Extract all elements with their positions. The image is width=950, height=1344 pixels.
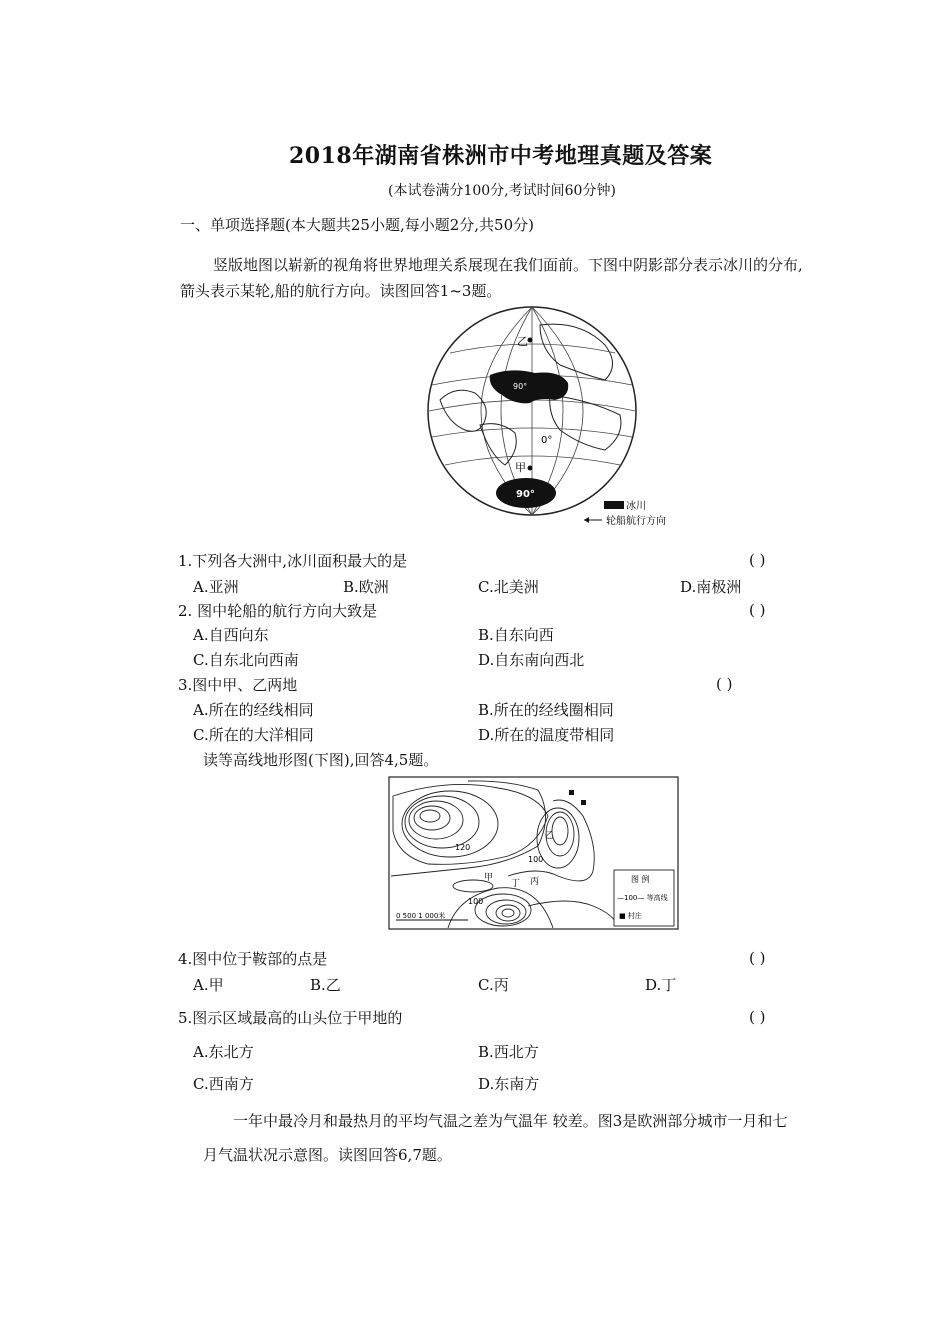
q1-stem: 1.下列各大洲中,冰川面积最大的是 bbox=[178, 552, 408, 570]
legend-contour-label: —100— 等高线 bbox=[617, 894, 668, 902]
globe-label-yi: 乙 bbox=[517, 335, 528, 348]
legend-glacier-swatch bbox=[604, 501, 624, 509]
q2-stem: 2. 图中轮船的航行方向大致是 bbox=[178, 602, 378, 620]
q3-option-c: C.所在的大洋相同 bbox=[193, 726, 314, 744]
globe-label-0: 0° bbox=[541, 435, 553, 446]
q5-option-c: C.西南方 bbox=[193, 1075, 254, 1093]
contour-label-100-a: 100 bbox=[528, 855, 544, 864]
q1-answer-blank: ( ) bbox=[749, 551, 766, 569]
scale-label: 0 500 1 000米 bbox=[396, 912, 446, 920]
contour-label-jia: 甲 bbox=[484, 873, 494, 883]
q5-stem: 5.图示区域最高的山头位于甲地的 bbox=[178, 1009, 403, 1027]
section-heading: 一、单项选择题(本大题共25小题,每小题2分,共50分) bbox=[180, 216, 534, 234]
q4-option-a: A.甲 bbox=[193, 976, 224, 994]
intro-paragraph-3-line-2: 月气温状况示意图。读图回答6,7题。 bbox=[203, 1146, 452, 1164]
q3-stem: 3.图中甲、乙两地 bbox=[178, 676, 298, 694]
point-yi-marker bbox=[528, 338, 533, 343]
q1-option-c: C.北美洲 bbox=[478, 578, 539, 596]
q4-option-d: D.丁 bbox=[645, 976, 677, 994]
q1-option-d: D.南极洲 bbox=[680, 578, 742, 596]
contour-label-100-b: 100 bbox=[468, 897, 484, 906]
globe-label-90-north: 90° bbox=[513, 382, 528, 391]
intro-paragraph-3-line-1: 一年中最冷月和最热月的平均气温之差为气温年 较差。图3是欧洲部分城市一月和七 bbox=[233, 1112, 788, 1130]
globe-label-jia: 甲 bbox=[515, 461, 526, 474]
q2-option-c: C.自东北向西南 bbox=[193, 651, 299, 669]
q2-option-d: D.自东南向西北 bbox=[478, 651, 585, 669]
page-title: 2018年湖南省株洲市中考地理真题及答案 bbox=[289, 143, 713, 169]
q3-answer-blank: ( ) bbox=[716, 675, 733, 693]
contour-label-yi: 乙 bbox=[545, 831, 555, 841]
intro-paragraph-2: 读等高线地形图(下图),回答4,5题。 bbox=[203, 751, 439, 769]
intro-paragraph-1-line-2: 箭头表示某轮,船的航行方向。读图回答1~3题。 bbox=[180, 282, 502, 300]
contour-map bbox=[388, 776, 680, 932]
village-marker bbox=[569, 790, 574, 795]
q3-option-a: A.所在的经线相同 bbox=[193, 701, 314, 719]
q1-option-b: B.欧洲 bbox=[343, 578, 389, 596]
globe-glacier-map bbox=[420, 305, 690, 535]
point-jia-marker bbox=[528, 466, 533, 471]
contour-label-120: 120 bbox=[455, 843, 471, 852]
q4-stem: 4.图中位于鞍部的点是 bbox=[178, 950, 328, 968]
legend-title: 图 例 bbox=[631, 875, 650, 884]
q4-answer-blank: ( ) bbox=[749, 949, 766, 967]
globe-label-90-south: 90° bbox=[516, 489, 535, 500]
q5-option-d: D.东南方 bbox=[478, 1075, 540, 1093]
contour-label-ding: 丁 bbox=[511, 879, 521, 889]
q4-option-b: B.乙 bbox=[310, 976, 341, 994]
exam-info: (本试卷满分100分,考试时间60分钟) bbox=[388, 183, 616, 199]
q1-option-a: A.亚洲 bbox=[193, 578, 239, 596]
q5-answer-blank: ( ) bbox=[749, 1008, 766, 1026]
q5-option-b: B.西北方 bbox=[478, 1043, 539, 1061]
q2-option-a: A.自西向东 bbox=[193, 626, 269, 644]
q2-option-b: B.自东向西 bbox=[478, 626, 554, 644]
legend-glacier-label: 冰川 bbox=[626, 501, 646, 512]
legend-village-label: ■ 村庄 bbox=[619, 912, 642, 920]
q5-option-a: A.东北方 bbox=[193, 1043, 254, 1061]
legend-ship-label: 轮船航行方向 bbox=[606, 516, 666, 527]
contour-label-bing: 丙 bbox=[530, 877, 540, 887]
q4-option-c: C.丙 bbox=[478, 976, 509, 994]
village-marker bbox=[581, 800, 586, 805]
intro-paragraph-1-line-1: 竖版地图以崭新的视角将世界地理关系展现在我们面前。下图中阴影部分表示冰川的分布, bbox=[213, 256, 803, 274]
q3-option-b: B.所在的经线圈相同 bbox=[478, 701, 614, 719]
q3-option-d: D.所在的温度带相同 bbox=[478, 726, 615, 744]
q2-answer-blank: ( ) bbox=[749, 601, 766, 619]
